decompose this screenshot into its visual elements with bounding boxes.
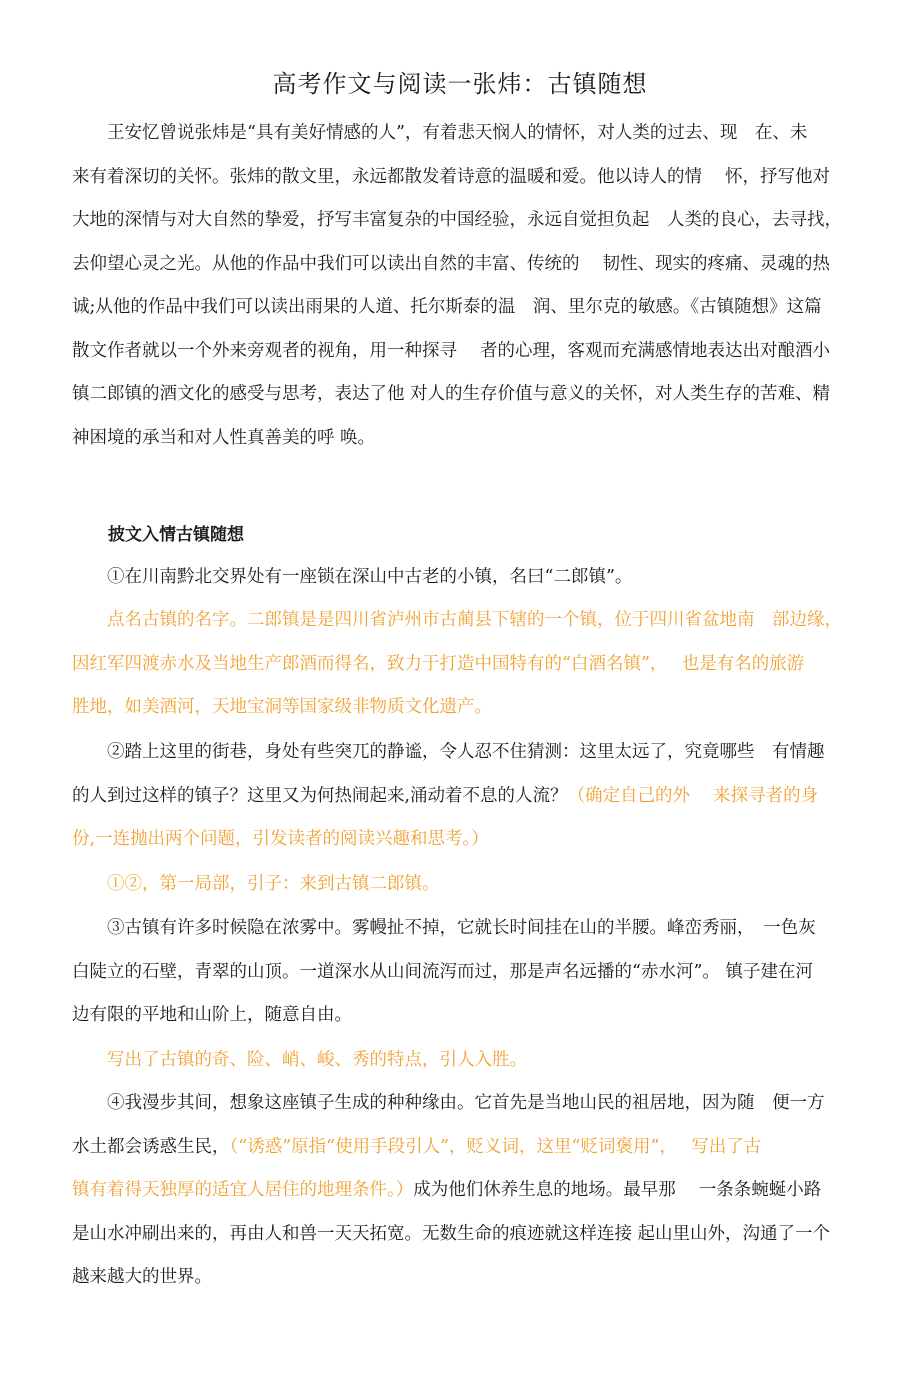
paragraph-line: ①在川南黔北交界处有一座锁在深山中古老的小镇，名曰“二郎镇”。 [72, 567, 633, 587]
annotation-line: ①②，第一局部，引子：来到古镇二郎镇。 [72, 874, 440, 894]
paragraph-line: ②踏上这里的街巷，身处有些突兀的静谧，令人忍不住猜测：这里太远了，究竟哪些 有情趣 [72, 742, 825, 762]
intro-line: 镇二郎镇的酒文化的感受与思考，表达了他 对人的生存价值与意义的关怀，对人类生存的苦难、精 [72, 384, 831, 404]
paragraph-line: 越来越大的世界。 [72, 1267, 212, 1287]
annotation-3 [72, 1039, 852, 1083]
intro-line: 来有着深切的关怀。张炜的散文里，永远都散发着诗意的温暖和爱。他以诗人的情 怀，抒写他对 [72, 166, 831, 187]
intro-line: 王安忆曾说张炜是“具有美好情感的人”，有着悲天悯人的情怀，对人类的过去、现 在、未 [72, 123, 808, 143]
paragraph-text: 成为他们休养生息的地场。最早那 一条条蜿蜒小路 [413, 1180, 822, 1200]
section-heading: 披文入情古镇随想 [108, 525, 244, 545]
annotation-line: 点名古镇的名字。二郎镇是是四川省泸州市古蔺县下辖的一个镇，位于四川省盆地南 部边缘， [72, 610, 842, 630]
annotation-line: 写出了古镇的奇、险、峭、峻、秀的特点，引人入胜。 [72, 1050, 527, 1070]
inline-annotation: （“诱惑”原指“使用手段引人”，贬义词，这里“贬词褒用”， 写出了古 [229, 1136, 762, 1157]
paragraph-line [72, 1126, 852, 1170]
annotation-line: 胜地，如美酒河，天地宝洞等国家级非物质文化遗产。 [72, 697, 492, 717]
inline-annotation: （确定自己的外 来探寻者的身 [567, 785, 819, 806]
paragraph-line: 是山水冲刷出来的，再由人和兽一天天拓宽。无数生命的痕迹就这样连接 起山里山外，沟通了一个 [72, 1223, 831, 1244]
paragraph-line: 边有限的平地和山阶上，随意自由。 [72, 1005, 352, 1025]
paragraph-2 [72, 731, 852, 862]
page-title: 高考作文与阅读一张炜：古镇随想 [272, 70, 648, 98]
annotation-1 [72, 599, 852, 730]
annotation-line: 份,一连抛出两个问题，引发读者的阅读兴趣和思考。） [72, 829, 489, 849]
annotation-line: 因红军四渡赤水及当地生产郎酒而得名，致力于打造中国特有的“白酒名镇”， 也是有名的旅游 [72, 653, 805, 674]
paragraph-line: 白陡立的石壁，青翠的山顶。一道深水从山间流泻而过，那是声名远播的“赤水河”。 镇子建在河 [72, 961, 813, 982]
paragraph-text: 水土都会诱惑生民， [72, 1136, 230, 1157]
paragraph-4 [72, 1082, 852, 1300]
paragraph-line [72, 775, 852, 819]
intro-line: 散文作者就以一个外来旁观者的视角，用一种探寻 者的心理，客观而充满感情地表达出对酿酒小 [72, 340, 831, 361]
paragraph-line: ③古镇有许多时候隐在浓雾中。雾幔扯不掉，它就长时间挂在山的半腰。峰峦秀丽， 一色灰 [72, 918, 816, 938]
intro-line: 大地的深情与对大自然的挚爱，抒写丰富复杂的中国经验，永远自觉担负起 人类的良心，去寻找， [72, 210, 842, 230]
intro-line: 去仰望心灵之光。从他的作品中我们可以读出自然的丰富、传统的 韧性、现实的疼痛、灵魂的热 [72, 253, 831, 274]
annotation-2 [72, 863, 852, 907]
paragraph-text: 的人到过这样的镇子？这里又为何热闹起来,涌动着不息的人流？ [72, 785, 568, 806]
paragraph-1 [72, 556, 852, 600]
intro-paragraph [72, 112, 852, 460]
paragraph-line [72, 1169, 852, 1213]
paragraph-3 [72, 907, 852, 1038]
intro-line: 诚;从他的作品中我们可以读出雨果的人道、托尔斯泰的温 润、里尔克的敏感。《古镇随想》这篇 [72, 297, 822, 317]
intro-line: 神困境的承当和对人性真善美的呼 唤。 [72, 427, 376, 448]
inline-annotation: 镇有着得天独厚的适宜人居住的地理条件。） [72, 1180, 414, 1200]
paragraph-line: ④我漫步其间，想象这座镇子生成的种种缘由。它首先是当地山民的祖居地，因为随 便一方 [72, 1093, 825, 1113]
